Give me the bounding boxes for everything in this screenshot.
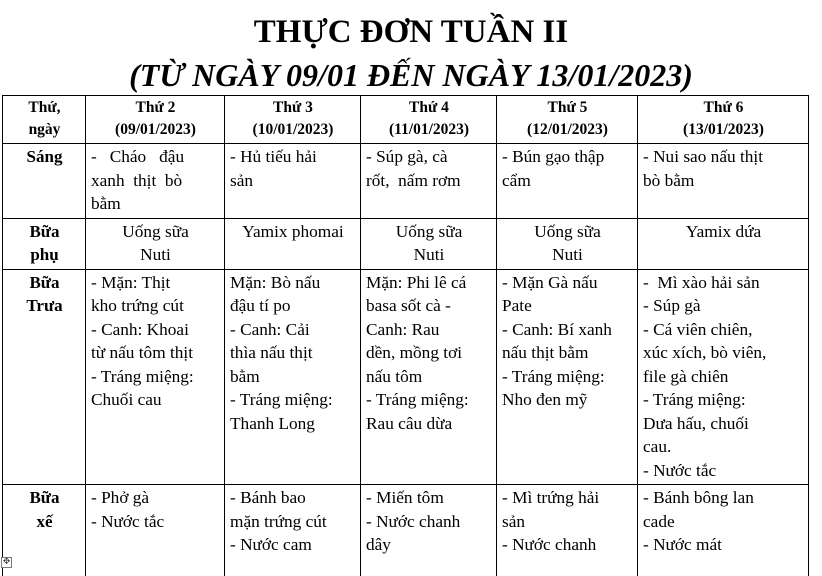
menu-date-range: (TỪ NGÀY 09/01 ĐẾN NGÀY 13/01/2023) — [129, 57, 693, 93]
menu-line: bò bằm — [643, 170, 695, 190]
menu-line: sản — [502, 511, 526, 531]
menu-cell-snack-thu — [497, 218, 638, 269]
menu-cell-afternoon-fri — [638, 485, 809, 576]
menu-line: - Nui sao nấu thịt — [643, 147, 763, 166]
menu-line: đậu tí po — [230, 296, 291, 315]
day-header-monday — [86, 96, 225, 144]
menu-line: Yamix dứa — [685, 221, 762, 241]
menu-cell-breakfast-fri — [638, 144, 809, 219]
menu-line: rốt, nấm rơm — [366, 170, 461, 190]
menu-cell-lunch-fri — [638, 269, 809, 485]
menu-line: - Nước tắc — [643, 460, 717, 480]
day-header-thursday — [497, 96, 638, 144]
afternoon-snack-row — [3, 485, 809, 576]
menu-line: Dưa hấu, chuối — [643, 413, 749, 433]
header-row — [3, 96, 809, 144]
day-header-friday — [638, 96, 809, 144]
menu-line: Uống sữa — [534, 221, 601, 241]
menu-line: xanh thịt bò — [91, 170, 183, 190]
menu-line: Rau câu dừa — [366, 413, 453, 433]
row-label-text: Bữa — [29, 488, 60, 507]
menu-cell-snack-fri — [638, 218, 809, 269]
menu-cell-breakfast-tue — [225, 144, 361, 219]
menu-title: THỰC ĐƠN TUẦN II — [253, 14, 569, 50]
menu-line: - Tráng miệng: — [366, 390, 469, 409]
row-label-breakfast — [3, 144, 86, 219]
menu-cell-afternoon-thu — [497, 485, 638, 576]
menu-cell-snack-tue — [225, 218, 361, 269]
menu-line: Thanh Long — [230, 413, 315, 433]
breakfast-row — [3, 144, 809, 219]
row-label-snack — [3, 218, 86, 269]
day-name: Thứ 4 — [409, 99, 449, 116]
corner-header-line: Thứ, — [28, 99, 61, 116]
menu-cell-lunch-mon — [86, 269, 225, 485]
menu-cell-lunch-thu — [497, 269, 638, 485]
menu-line: - Tráng miệng: — [643, 390, 746, 409]
menu-line: từ nấu tôm thịt — [91, 343, 194, 362]
row-label-text: Sáng — [26, 147, 63, 166]
menu-cell-afternoon-mon — [86, 485, 225, 576]
menu-line: nấu thịt bằm — [502, 343, 589, 362]
weekly-menu-table — [2, 95, 809, 576]
menu-line: sản — [230, 170, 254, 190]
row-label-afternoon-snack — [3, 485, 86, 576]
menu-line: - Nước tắc — [91, 511, 165, 531]
menu-cell-breakfast-thu — [497, 144, 638, 219]
menu-line: - Hủ tiếu hải — [230, 147, 317, 166]
day-date: (11/01/2023) — [388, 121, 470, 138]
menu-line: Chuối cau — [91, 390, 162, 409]
menu-line: - Nước cam — [230, 535, 312, 554]
menu-cell-afternoon-wed — [361, 485, 497, 576]
menu-line: - Nước chanh — [502, 535, 597, 554]
lunch-row — [3, 269, 809, 485]
day-name: Thứ 6 — [703, 99, 744, 116]
day-name: Thứ 3 — [273, 99, 313, 116]
menu-line: Canh: Rau — [366, 319, 440, 339]
day-date: (10/01/2023) — [252, 121, 334, 138]
day-date: (12/01/2023) — [527, 121, 608, 138]
menu-line: Uống sữa — [122, 221, 189, 241]
menu-cell-breakfast-wed — [361, 144, 497, 219]
row-label-text: Trưa — [26, 296, 63, 315]
menu-line: - Tráng miệng: — [91, 366, 194, 386]
menu-line: - Miến tôm — [366, 488, 444, 507]
menu-line: cẩm — [502, 170, 531, 190]
menu-cell-snack-wed — [361, 218, 497, 269]
menu-cell-snack-mon — [86, 218, 225, 269]
menu-line: cade — [643, 511, 675, 531]
menu-cell-lunch-tue — [225, 269, 361, 485]
menu-line: basa sốt cà - — [366, 296, 451, 315]
row-label-lunch — [3, 269, 86, 485]
day-date: (13/01/2023) — [683, 121, 764, 138]
menu-line: - Súp gà, cà — [366, 147, 448, 166]
menu-line: Mặn: Bò nấu — [230, 272, 321, 292]
menu-line: - Nước chanh — [366, 511, 461, 531]
menu-line: - Cá viên chiên, — [643, 319, 753, 339]
row-label-text: phụ — [30, 245, 59, 264]
menu-line: - Phở gà — [91, 488, 150, 507]
menu-line: - Tráng miệng: — [230, 390, 333, 409]
menu-line: - Canh: Khoai — [91, 319, 189, 339]
move-handle-icon[interactable]: ✥ — [2, 557, 11, 567]
menu-line: Pate — [502, 296, 532, 315]
menu-line: - Bún gạo thập — [502, 147, 605, 166]
day-name: Thứ 2 — [135, 99, 176, 116]
menu-line: - Nước mát — [643, 535, 722, 554]
menu-line: thìa nấu thịt — [230, 343, 313, 362]
corner-header-line: ngày — [28, 121, 61, 138]
menu-line: Nho đen mỹ — [502, 390, 588, 409]
day-header-wednesday — [361, 96, 497, 144]
menu-line: Mặn: Phi lê cá — [366, 272, 467, 292]
menu-line: dây — [366, 535, 391, 554]
menu-line: Uống sữa — [395, 221, 463, 241]
menu-line: cau. — [643, 437, 672, 456]
menu-cell-afternoon-tue — [225, 485, 361, 576]
menu-line: - Cháo đậu — [91, 147, 185, 166]
menu-line: - Mặn Gà nấu — [502, 272, 598, 292]
snack-row — [3, 218, 809, 269]
menu-line: - Tráng miệng: — [502, 366, 605, 386]
menu-line: nấu tôm — [366, 366, 423, 386]
menu-line: file gà chiên — [643, 366, 729, 386]
day-date: (09/01/2023) — [115, 121, 196, 138]
menu-line: dền, mồng tơi — [366, 343, 463, 362]
menu-cell-lunch-wed — [361, 269, 497, 485]
menu-line: - Súp gà — [643, 296, 701, 315]
menu-line: - Mì xào hải sản — [643, 272, 760, 292]
menu-line: xúc xích, bò viên, — [643, 343, 767, 362]
menu-line: bằm — [91, 194, 121, 213]
menu-line: - Mì trứng hải — [502, 488, 600, 507]
menu-line: Nuti — [552, 245, 583, 264]
menu-line: Yamix phomai — [242, 221, 344, 241]
corner-header-cell — [3, 96, 86, 144]
menu-line: - Bánh bông lan — [643, 488, 754, 507]
menu-line: - Canh: Cải — [230, 319, 310, 339]
menu-cell-breakfast-mon — [86, 144, 225, 219]
menu-line: bằm — [230, 366, 260, 386]
row-label-text: Bữa — [29, 272, 60, 292]
menu-line: mặn trứng cút — [230, 511, 327, 531]
day-header-tuesday — [225, 96, 361, 144]
menu-line: Nuti — [140, 245, 171, 264]
menu-line: - Mặn: Thịt — [91, 272, 171, 292]
day-name: Thứ 5 — [547, 99, 588, 116]
menu-line: - Canh: Bí xanh — [502, 319, 612, 339]
menu-line: - Bánh bao — [230, 488, 306, 507]
menu-line: Nuti — [413, 245, 445, 264]
row-label-text: Bữa — [29, 221, 60, 241]
menu-line: kho trứng cút — [91, 296, 184, 315]
row-label-text: xế — [36, 511, 53, 531]
